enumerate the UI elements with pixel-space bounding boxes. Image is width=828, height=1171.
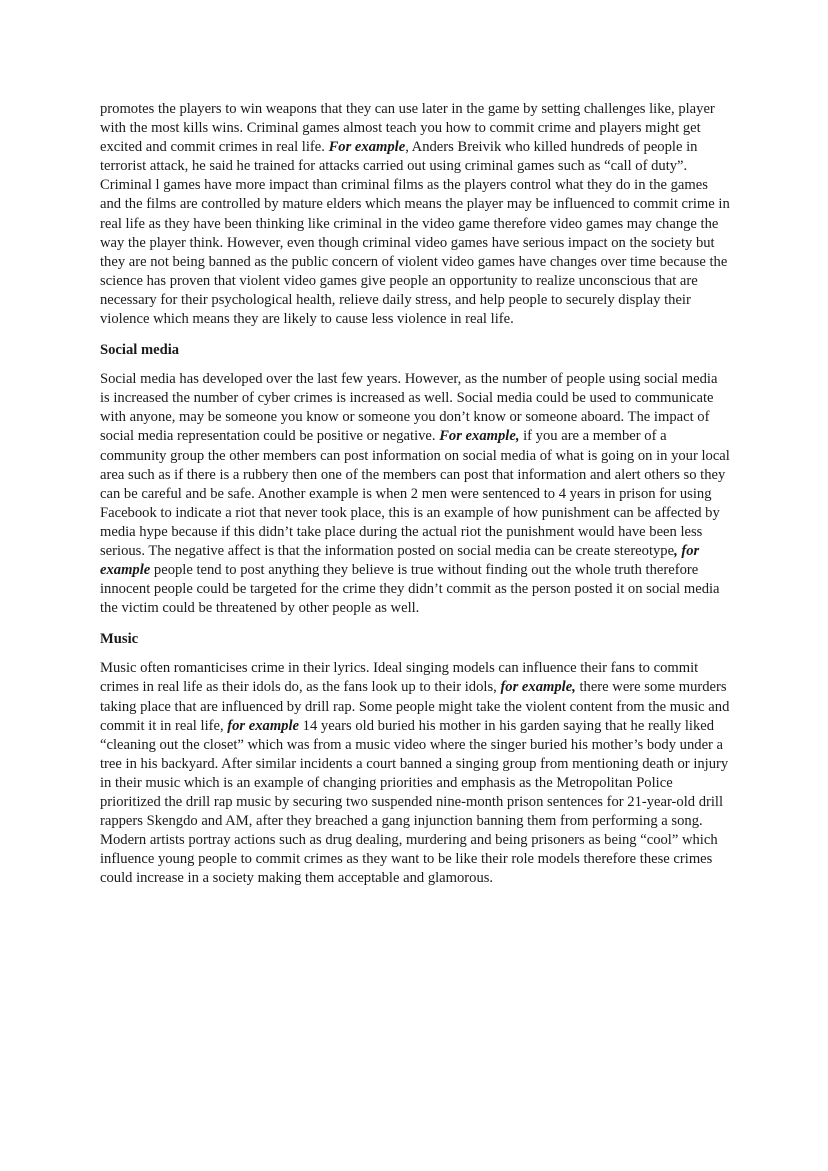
emphasis-text: For example, (439, 428, 520, 445)
paragraph-text: Social media has developed over the last few years. However, as the number of people using social media is increased the number of cyber crimes is increased as well. Social media could be used to communicate with anyone, may be someone you know or someone you don’t know or someone aboard. The impact of social media representation could be positive or negative. (100, 371, 718, 445)
body-paragraph (100, 659, 730, 888)
paragraph-text: , Anders Breivik who killed hundreds of people in terrorist attack, he said he trained for attacks carried out using criminal games such as “call of duty”. Criminal l games have more impact than criminal films as the players control what they do in the games and the films are controlled by mature elders which means the player may be influenced to commit crime in real life as they have been thinking like criminal in the video game therefore video games may change the way the player think. However, even though criminal video games have serious impact on the society but they are not being banned as the public concern of violent video games have changes over time because the science has proven that violent video games give people an opportunity to realize unconscious that are necessary for their psychological health, relieve daily stress, and help people to securely display their violence which means they are likely to cause less violence in real life. (100, 139, 730, 328)
paragraph-text: if you are a member of a community group the other members can post information on social media of what is going on in your local area such as if there is a rubbery then one of the members can post that information and alert others so they can be careful and be safe. Another example is when 2 men were sentenced to 4 years in prison for using Facebook to indicate a riot that never took place, this is an example of how punishment can be affected by media hype because if this didn’t take place during the actual riot the punishment would have been less serious. The negative affect is that the information posted on social media can be create stereotype (100, 428, 730, 559)
paragraph-text: Music often romanticises crime in their lyrics. Ideal singing models can influence their fans to commit crimes in real life as their idols do, as the fans look up to their idols, (100, 660, 699, 696)
emphasis-text: , for example (100, 542, 700, 579)
section-heading: Social media (100, 342, 180, 359)
paragraph-text: people tend to post anything they believe is true without finding out the whole truth therefore innocent people could be targeted for the crime they didn’t commit as the person posted it on social media the victim could be threatened by other people as well. (100, 562, 720, 617)
body-paragraph (100, 100, 730, 329)
body-paragraph (100, 370, 730, 618)
paragraph-text: promotes the players to win weapons that they can use later in the game by setting challenges like, player with the most kills wins. Criminal games almost teach you how to commit crime and players might get excited and commit crimes in real life. (100, 101, 715, 156)
paragraph-text: 14 years old buried his mother in his garden saying that he really liked “cleaning out the closet” which was from a music video where the singer buried his mother’s body under a tree in his backyard. After similar incidents a court banned a singing group from mentioning death or injury in their music which is an example of changing priorities and emphasis as the Metropolitan Police prioritized the drill rap music by securing two suspended nine-month prison sentences for 21-year-old drill rappers Skengdo and AM, after they breached a gang injunction banning them from performing a song. Modern artists portray actions such as drug dealing, murdering and being prisoners as being “cool” which influence young people to commit crimes as they want to be like their role models therefore these crimes could increase in a society making them acceptable and glamorous. (100, 717, 729, 887)
emphasis-text: for example, (500, 679, 576, 696)
emphasis-text: for example (227, 717, 300, 734)
paragraph-text: there were some murders taking place that are influenced by drill rap. Some people might take the violent content from the music and commit it in real life, (100, 679, 730, 734)
section-heading: Music (100, 631, 139, 648)
emphasis-text: For example (328, 139, 406, 156)
document-body (100, 100, 730, 888)
